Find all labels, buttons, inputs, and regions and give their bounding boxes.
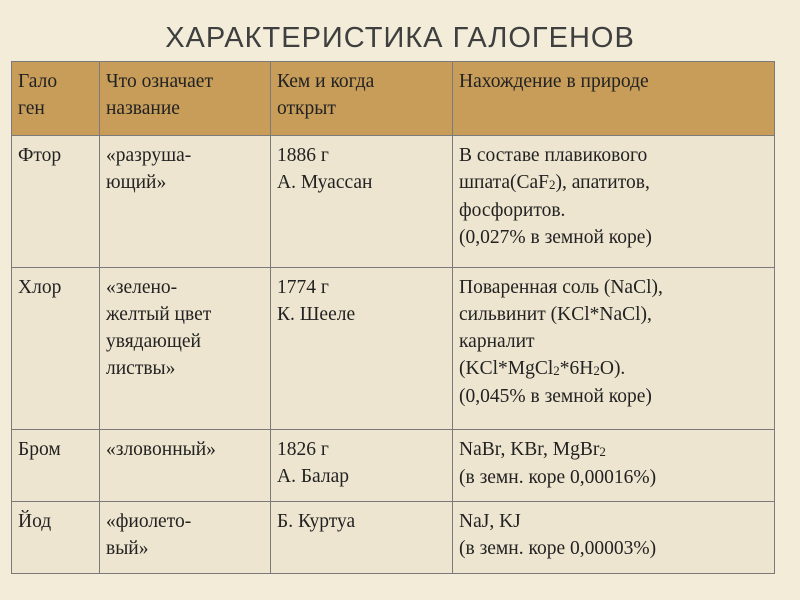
- header-cell-halogen: Гало ген: [12, 62, 100, 136]
- element-name: Хлор: [12, 268, 100, 430]
- element-name: Фтор: [12, 136, 100, 268]
- occurrence-cell: В составе плавикового шпата(CaF$_2$), апатитов, фосфоритов. (0,027% в земной коре): [453, 136, 775, 268]
- header-cell-discovery: Кем и когда открыт: [271, 62, 453, 136]
- occurrence-cell: NaBr, KBr, MgBr$_2$ (в земн. коре 0,00016%): [453, 430, 775, 502]
- table-row-fluorine: [12, 136, 775, 268]
- table-row-chlorine: [12, 268, 775, 430]
- table-row-iodine: [12, 502, 775, 574]
- discovery-cell: 1774 г К. Шееле: [271, 268, 453, 430]
- header-cell-meaning: Что означает название: [100, 62, 271, 136]
- table-row-bromine: [12, 430, 775, 502]
- header-cell-occurrence: Нахождение в природе: [453, 62, 775, 136]
- discovery-cell: 1886 г А. Муассан: [271, 136, 453, 268]
- occurrence-cell: NaJ, KJ (в земн. коре 0,00003%): [453, 502, 775, 574]
- occurrence-cell: Поваренная соль (NaCl), сильвинит (KCl*NaCl), карналит $(KCl*MgCl_2*6H_2O)$. (0,045% в земной коре): [453, 268, 775, 430]
- discovery-cell: Б. Куртуа: [271, 502, 453, 574]
- meaning-cell: «зловонный»: [100, 430, 271, 502]
- halogens-table: [11, 61, 775, 574]
- table-header-row: [12, 62, 775, 136]
- meaning-cell: «фиолето- вый»: [100, 502, 271, 574]
- slide-title: ХАРАКТЕРИСТИКА ГАЛОГЕНОВ: [165, 22, 635, 54]
- element-name: Бром: [12, 430, 100, 502]
- meaning-cell: «зелено- желтый цвет увядающей листвы»: [100, 268, 271, 430]
- meaning-cell: «разруша- ющий»: [100, 136, 271, 268]
- element-name: Йод: [12, 502, 100, 574]
- discovery-cell: 1826 г А. Балар: [271, 430, 453, 502]
